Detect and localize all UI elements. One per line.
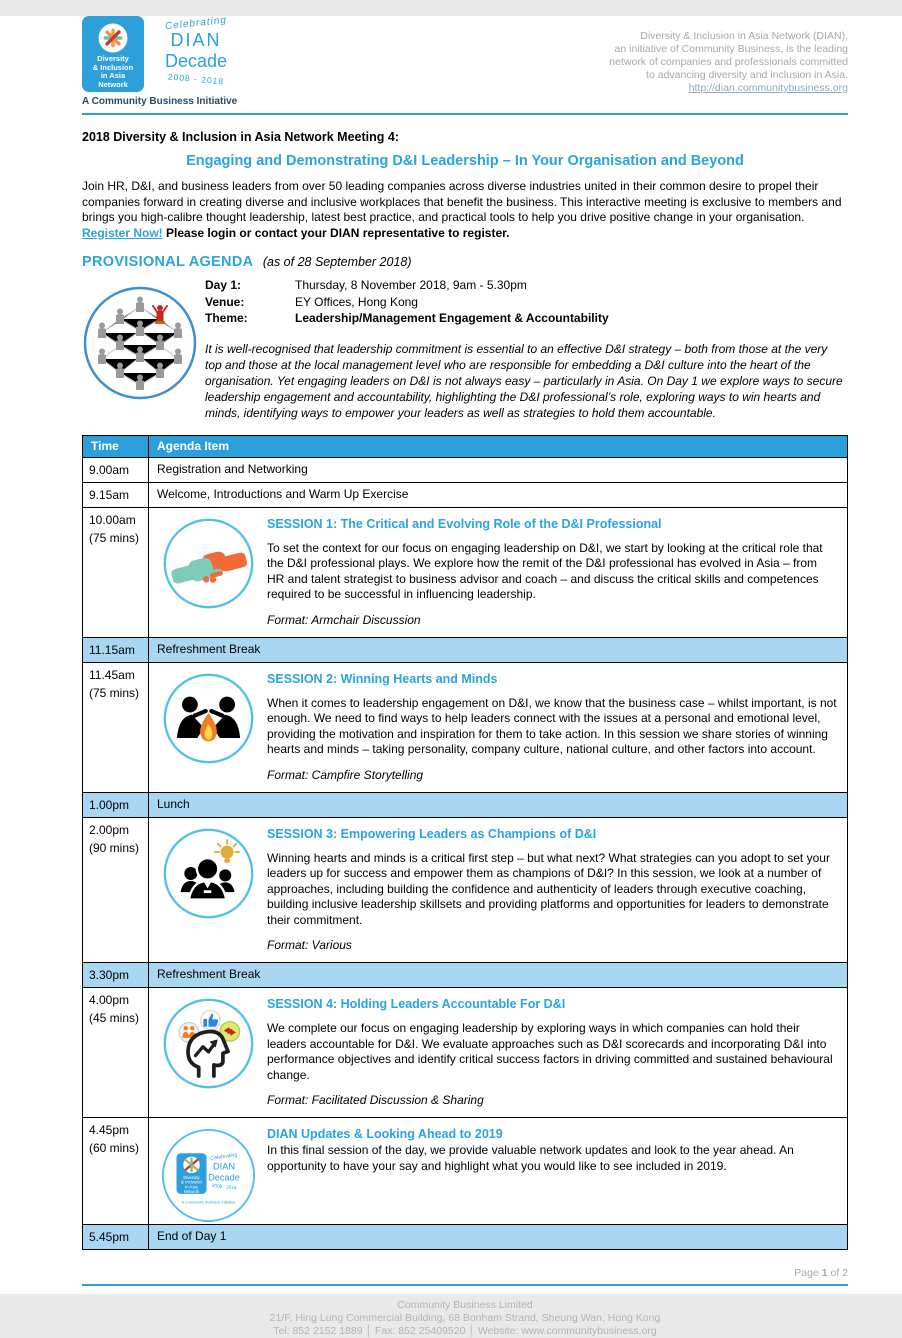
agenda-time-cell [83, 988, 149, 1118]
session-title: SESSION 3: Empowering Leaders as Champions of D&I [267, 826, 597, 841]
session-description: Winning hearts and minds is a critical first step – but what next? What strategies can you adopt to set your leaders up for success and empower them as champions of D&I? In this session, we look at a number of approaches, including building the confidence and authenticity of leaders through executive coaching, building inclusive leadership skillsets and providing platforms and opportunities for leaders to demonstrate their commitment. [267, 850, 830, 927]
agenda-session-row [83, 1118, 848, 1225]
svg-text:Celebrating: Celebrating [209, 1152, 238, 1162]
agenda-detail-venue [205, 294, 848, 311]
agenda-item-cell [149, 457, 848, 482]
agenda-duration: (75 mins) [89, 685, 140, 700]
agenda-row [83, 457, 848, 482]
intro-register-note: Please login or contact your DIAN representative to register. [162, 225, 510, 240]
agenda-heading [82, 253, 848, 271]
agenda-item-text: Refreshment Break [157, 641, 261, 656]
agenda-time: 9.15am [89, 487, 130, 502]
agenda-item-cell [149, 1225, 848, 1250]
detail-label: Day 1: [205, 278, 242, 292]
svg-text:& Inclusion: & Inclusion [180, 1179, 202, 1185]
agenda-detail-theme [205, 310, 848, 327]
detail-value: Thursday, 8 November 2018, 9am - 5.30pm [295, 278, 527, 292]
team-idea-icon [149, 818, 267, 963]
header-about-text [609, 16, 848, 95]
about-line: network of companies and professionals committed [609, 56, 848, 68]
agenda-item-text: Refreshment Break [157, 967, 261, 981]
agenda-item-cell [149, 1118, 848, 1225]
agenda-time-cell [83, 662, 149, 792]
svg-text:Diversity: Diversity [182, 1174, 200, 1180]
agenda-description: It is well-recognised that leadership commitment is essential to an effective D&I strategy – both from those at the very top and those at the local management level who are responsible for embedding a D&I culture into the heart of the organisation. Yet engaging leaders on D&I is not always easy – particularly in Asia. On Day 1 we explore ways to secure leadership engagement and accountability, highlighting the D&I professional’s role, exploring ways to win hearts and minds, identifying ways to empower your leaders as well as strategies to hold them accountable. [205, 341, 843, 420]
dian-wheel-icon [96, 21, 130, 55]
session-format: Format: Facilitated Discussion & Sharing [267, 1093, 484, 1107]
agenda-time: 1.00pm [89, 797, 130, 812]
agenda-as-of-date: (as of 28 September 2018) [262, 255, 412, 269]
svg-text:Decade: Decade [207, 1172, 240, 1183]
agenda-duration: (60 mins) [89, 1141, 140, 1155]
agenda-time-cell [83, 963, 149, 988]
agenda-time: 10.00am [89, 512, 136, 527]
agenda-time-cell [83, 1225, 149, 1250]
register-now-link[interactable]: Register Now! [82, 225, 163, 240]
decade-years: 2008 - 2018 [167, 71, 225, 87]
agenda-session-row [83, 817, 848, 963]
footer-company: Community Business Limited [397, 1299, 533, 1311]
agenda-table-body [83, 457, 848, 1250]
footer-contact: Tel: 852 2152 1889 │ Fax: 852 25409520 │ Website: www.communitybusiness.org [273, 1325, 657, 1337]
logo-text-line: Diversity [97, 54, 129, 63]
agenda-time-cell [83, 507, 149, 637]
agenda-item-cell [149, 507, 848, 637]
session-format: Format: Armchair Discussion [267, 612, 421, 627]
provisional-agenda-title: PROVISIONAL AGENDA [82, 254, 254, 270]
agenda-time-cell [83, 817, 149, 963]
decade-word: Decade [164, 51, 228, 71]
meeting-title: 2018 Diversity & Inclusion in Asia Network Meeting 4: [82, 130, 399, 144]
logo-text-line: Network [98, 79, 128, 89]
agenda-duration: (90 mins) [89, 840, 140, 855]
footer-address: 21/F, Hing Lung Commercial Building, 68 Bonham Strand, Sheung Wan, Hong Kong [269, 1312, 661, 1324]
agenda-detail-day [205, 277, 848, 294]
dian-website-link[interactable]: http://dian.communitybusiness.org [688, 82, 848, 94]
detail-label: Theme: [205, 311, 248, 325]
celebrating-text: Celebrating [164, 14, 228, 33]
dian-logo-box [82, 16, 144, 92]
session-title: SESSION 2: Winning Hearts and Minds [267, 671, 498, 686]
header [82, 16, 848, 115]
agenda-row [83, 482, 848, 507]
agenda-item-cell [149, 963, 848, 988]
footer-divider [82, 1284, 848, 1286]
mindset-icon [149, 988, 267, 1117]
svg-text:DIAN: DIAN [212, 1161, 235, 1172]
detail-value: EY Offices, Hong Kong [295, 294, 418, 309]
svg-text:Network: Network [183, 1188, 199, 1194]
dian-decade-mark [144, 14, 248, 87]
agenda-time: 4.45pm [89, 1123, 130, 1137]
logo-text-line: & Inclusion [92, 62, 134, 72]
agenda-table-header-row [83, 435, 848, 457]
agenda-time: 9.00am [89, 462, 130, 477]
session-description: In this final session of the day, we provide valuable network updates and look to the year ahead. An opportunity to have your say and highlight what you would like to see included in 2019. [267, 1143, 794, 1173]
page-number: Page 1 of 2 [794, 1267, 848, 1279]
agenda-item-text: Registration and Networking [157, 461, 308, 476]
session-format: Format: Various [267, 938, 352, 952]
document-page [0, 14, 902, 1337]
dian-logo-icon [149, 1118, 267, 1224]
session-title: SESSION 1: The Critical and Evolving Role of the D&I Professional [267, 516, 662, 531]
agenda-duration: (75 mins) [89, 530, 140, 545]
agenda-time-cell [83, 637, 149, 662]
svg-text:in Asia: in Asia [184, 1184, 198, 1190]
agenda-item-cell [149, 988, 848, 1118]
svg-text:A Community Business Initiativ: A Community Business Initiative [181, 1200, 235, 1205]
detail-label: Venue: [205, 294, 245, 309]
event-headline: Engaging and Demonstrating D&I Leadership – In Your Organisation and Beyond [186, 153, 744, 169]
session-description: To set the context for our focus on engaging leadership on D&I, we start by looking at the critical role that the D&I professional plays. We explore how the remit of the D&I professional has evolved in Asia – from HR and talent strategist to business advisor and coach – and discuss the critical skills and competences required to be successful in influencing leadership. [267, 540, 823, 601]
svg-text:2008 - 2018: 2008 - 2018 [211, 1182, 237, 1191]
agenda-item-cell [149, 482, 848, 507]
agenda-row [83, 792, 848, 817]
logo-tagline: A Community Business Initiative [82, 96, 238, 107]
agenda-row [83, 1225, 848, 1250]
agenda-time-cell [83, 457, 149, 482]
agenda-table [82, 435, 848, 1251]
agenda-time: 5.45pm [89, 1230, 130, 1244]
agenda-row [83, 963, 848, 988]
time-column-header: Time [83, 435, 149, 457]
agenda-time: 4.00pm [89, 993, 130, 1007]
intro-paragraph [82, 179, 848, 241]
agenda-item-text: End of Day 1 [157, 1229, 227, 1243]
agenda-item-cell [149, 637, 848, 662]
session-title: DIAN Updates & Looking Ahead to 2019 [267, 1127, 503, 1141]
agenda-session-row [83, 507, 848, 637]
agenda-item-cell [149, 662, 848, 792]
network-image [82, 275, 205, 421]
agenda-time: 11.45am [89, 667, 135, 682]
agenda-time-cell [83, 1118, 149, 1225]
agenda-time: 3.30pm [89, 968, 130, 982]
about-line: to advancing diversity and inclusion in Asia. [646, 69, 848, 81]
agenda-session-row [83, 662, 848, 792]
agenda-time-cell [83, 482, 149, 507]
agenda-item-text: Lunch [157, 796, 190, 811]
intro-text: Join HR, D&I, and business leaders from over 50 leading companies across diverse industries united in their common desire to propel their companies forward in creating diverse and inclusive workplaces that benefit the business. This interactive meeting is exclusive to members and brings you high-calibre thought leadership, latest best practice, and practical tools to help you drive positive change in your organisation. [82, 179, 842, 224]
dian-word: DIAN [170, 30, 222, 50]
dian-logo [82, 16, 248, 107]
agenda-item-text: Welcome, Introductions and Warm Up Exercise [157, 486, 409, 501]
agenda-time: 11.15am [89, 642, 135, 657]
agenda-item-cell [149, 792, 848, 817]
agenda-row [83, 637, 848, 662]
agenda-item-column-header: Agenda Item [149, 435, 848, 457]
agenda-item-cell [149, 817, 848, 963]
footer [82, 1299, 848, 1338]
session-title: SESSION 4: Holding Leaders Accountable For D&I [267, 997, 566, 1011]
detail-value: Leadership/Management Engagement & Accountability [295, 311, 609, 325]
handshake-icon [149, 508, 267, 637]
agenda-time: 2.00pm [89, 822, 130, 837]
logo-text-line: in Asia [100, 71, 126, 80]
session-description: When it comes to leadership engagement on D&I, we know that the business case – whilst important, is not enough. We need to find ways to help leaders connect with the issues at a personal and emotional level, providing the motivation and inspiration for them to take action. In this session we share stories of winning hearts and minds – taking personality, company culture, national culture, and other factors into account. [267, 695, 837, 756]
about-line: Diversity & Inclusion in Asia Network (DIAN), [640, 30, 848, 42]
campfire-icon [149, 663, 267, 792]
agenda-duration: (45 mins) [89, 1011, 140, 1025]
session-description: We complete our focus on engaging leadership by exploring ways in which companies can hold their leaders accountable for D&I. We evaluate approaches such as D&I scorecards and incorporating D&I into performance objectives and identify critical success factors in driving committed and sustained behavioural change. [267, 1021, 833, 1082]
agenda-time-cell [83, 792, 149, 817]
about-line: an initiative of Community Business, is the leading [614, 43, 848, 55]
session-format: Format: Campfire Storytelling [267, 767, 424, 782]
agenda-session-row [83, 988, 848, 1118]
